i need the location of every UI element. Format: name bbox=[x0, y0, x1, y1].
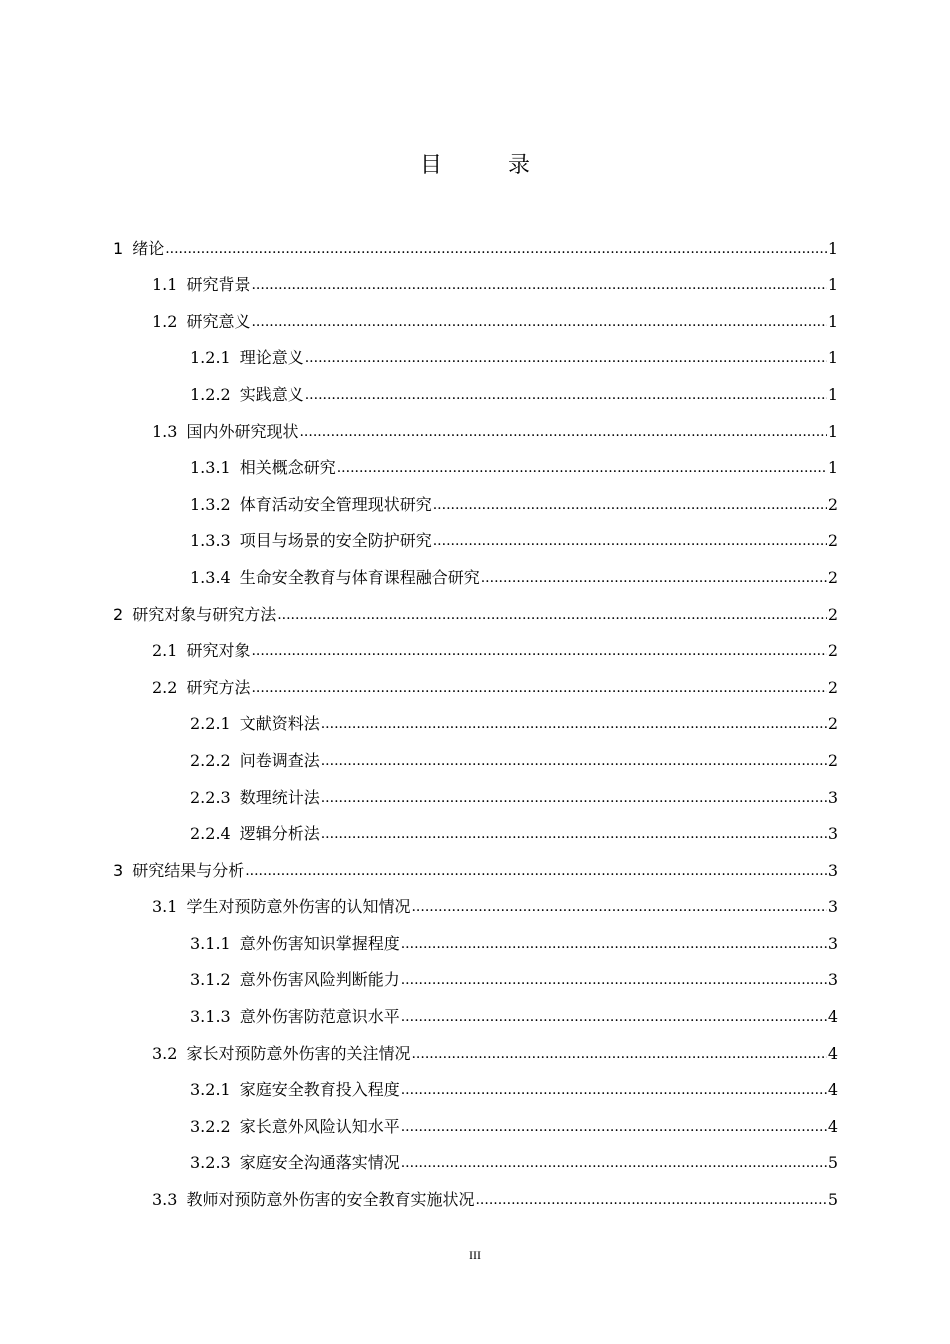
toc-entry-number: 2.2.1 bbox=[190, 714, 231, 734]
toc-entry-number: 2.2.4 bbox=[190, 824, 231, 844]
toc-entry-page: 3 bbox=[827, 787, 838, 807]
toc-dot-leader bbox=[401, 1153, 827, 1173]
toc-entry-number: 1.3.1 bbox=[190, 458, 231, 478]
page-number-footer: III bbox=[469, 1248, 481, 1262]
toc-dot-leader bbox=[433, 495, 827, 515]
toc-entry-page: 3 bbox=[827, 824, 838, 844]
toc-entry-title: 研究背景 bbox=[186, 275, 251, 295]
toc-dot-leader bbox=[337, 458, 827, 478]
toc-entry-number: 1.2.2 bbox=[190, 384, 231, 404]
toc-dot-leader bbox=[305, 348, 827, 368]
toc-entry-number: 1.2.1 bbox=[190, 348, 231, 368]
toc-entry-number: 2.2.2 bbox=[190, 750, 231, 770]
toc-dot-leader bbox=[401, 1080, 827, 1100]
toc-entry-title: 生命安全教育与体育课程融合研究 bbox=[239, 567, 480, 587]
toc-entry[interactable] bbox=[113, 1173, 838, 1210]
toc-entry-number: 3.2 bbox=[152, 1043, 178, 1063]
toc-entry[interactable] bbox=[113, 442, 838, 479]
toc-entry-page: 4 bbox=[827, 1043, 838, 1063]
toc-entry-page: 1 bbox=[827, 238, 838, 258]
toc-entry-title: 家长意外风险认知水平 bbox=[239, 1116, 400, 1136]
toc-entry-number: 2.1 bbox=[152, 641, 178, 661]
toc-entry-number: 3 bbox=[113, 860, 124, 880]
toc-entry[interactable] bbox=[113, 771, 838, 808]
toc-dot-leader bbox=[411, 897, 826, 917]
toc-entry-page: 4 bbox=[827, 1007, 838, 1027]
toc-entry-number: 2 bbox=[113, 604, 124, 624]
toc-entry-title: 研究方法 bbox=[186, 677, 251, 697]
toc-dot-leader bbox=[401, 1117, 827, 1137]
toc-entry-title: 国内外研究现状 bbox=[186, 421, 299, 441]
toc-entry-number: 3.1 bbox=[152, 897, 178, 917]
toc-entry[interactable] bbox=[113, 734, 838, 771]
toc-entry-number: 1.2 bbox=[152, 311, 178, 331]
toc-entry[interactable] bbox=[113, 844, 838, 881]
toc-dot-leader bbox=[475, 1190, 826, 1210]
toc-entry-page: 5 bbox=[827, 1153, 838, 1173]
toc-entry[interactable] bbox=[113, 698, 838, 735]
toc-entry-title: 家庭安全教育投入程度 bbox=[239, 1080, 400, 1100]
toc-entry-page: 1 bbox=[827, 311, 838, 331]
toc-entry-number: 1.3.2 bbox=[190, 494, 231, 514]
toc-entry[interactable] bbox=[113, 259, 838, 296]
toc-entry[interactable] bbox=[113, 1100, 838, 1137]
toc-entry-number: 1.3.4 bbox=[190, 567, 231, 587]
toc-dot-leader bbox=[299, 422, 826, 442]
toc-dot-leader bbox=[321, 788, 827, 808]
toc-entry-page: 1 bbox=[827, 458, 838, 478]
toc-entry-number: 3.1.3 bbox=[190, 1007, 231, 1027]
toc-dot-leader bbox=[321, 751, 827, 771]
toc-entry-title: 研究对象与研究方法 bbox=[132, 604, 277, 624]
toc-entry-page: 1 bbox=[827, 348, 838, 368]
toc-entry-title: 家庭安全沟通落实情况 bbox=[239, 1153, 400, 1173]
toc-entry-page: 5 bbox=[827, 1190, 838, 1210]
toc-entry-page: 3 bbox=[827, 897, 838, 917]
toc-entry-page: 1 bbox=[827, 421, 838, 441]
toc-entry-page: 3 bbox=[827, 970, 838, 990]
toc-entry-title: 学生对预防意外伤害的认知情况 bbox=[186, 897, 411, 917]
toc-entry-page: 3 bbox=[827, 933, 838, 953]
toc-dot-leader bbox=[481, 568, 827, 588]
toc-entry[interactable] bbox=[113, 551, 838, 588]
toc-entry-title: 绪论 bbox=[132, 238, 165, 258]
toc-entry[interactable] bbox=[113, 661, 838, 698]
toc-dot-leader bbox=[321, 824, 827, 844]
toc-entry[interactable] bbox=[113, 625, 838, 662]
toc-entry[interactable] bbox=[113, 917, 838, 954]
toc-entry-number: 1.1 bbox=[152, 275, 178, 295]
toc-entry-page: 2 bbox=[827, 567, 838, 587]
toc-entry[interactable] bbox=[113, 478, 838, 515]
toc-entry[interactable] bbox=[113, 222, 838, 259]
toc-entry[interactable] bbox=[113, 1064, 838, 1101]
toc-entry[interactable] bbox=[113, 368, 838, 405]
toc-dot-leader bbox=[305, 385, 827, 405]
toc-dot-leader bbox=[433, 531, 827, 551]
toc-entry-page: 2 bbox=[827, 641, 838, 661]
toc-entry[interactable] bbox=[113, 588, 838, 625]
toc-entry-page: 2 bbox=[827, 714, 838, 734]
toc-entry-page: 3 bbox=[827, 860, 838, 880]
toc-entry[interactable] bbox=[113, 808, 838, 845]
toc-dot-leader bbox=[321, 714, 827, 734]
toc-entry-number: 2.2.3 bbox=[190, 787, 231, 807]
toc-entry-title: 教师对预防意外伤害的安全教育实施状况 bbox=[186, 1190, 475, 1210]
toc-entry-title: 意外伤害知识掌握程度 bbox=[239, 933, 400, 953]
toc-dot-leader bbox=[251, 678, 826, 698]
toc-entry-page: 2 bbox=[827, 604, 838, 624]
toc-dot-leader bbox=[251, 312, 826, 332]
toc-dot-leader bbox=[251, 275, 826, 295]
toc-entry-title: 文献资料法 bbox=[239, 714, 320, 734]
toc-entry-page: 4 bbox=[827, 1116, 838, 1136]
toc-entry-number: 3.2.3 bbox=[190, 1153, 231, 1173]
toc-entry-number: 1 bbox=[113, 238, 124, 258]
toc-entry-title: 相关概念研究 bbox=[239, 458, 336, 478]
toc-dot-leader bbox=[411, 1044, 826, 1064]
toc-entry-number: 3.2.2 bbox=[190, 1116, 231, 1136]
toc-entry-title: 研究意义 bbox=[186, 311, 251, 331]
toc-entry[interactable] bbox=[113, 1137, 838, 1174]
toc-dot-leader bbox=[245, 861, 827, 881]
toc-entry-number: 1.3 bbox=[152, 421, 178, 441]
toc-entry[interactable] bbox=[113, 515, 838, 552]
toc-entry-number: 3.1.2 bbox=[190, 970, 231, 990]
toc-dot-leader bbox=[251, 641, 826, 661]
toc-entry-number: 3.3 bbox=[152, 1190, 178, 1210]
toc-entry[interactable] bbox=[113, 405, 838, 442]
toc-entry-page: 2 bbox=[827, 677, 838, 697]
toc-entry-page: 4 bbox=[827, 1080, 838, 1100]
toc-entry-number: 3.1.1 bbox=[190, 933, 231, 953]
page-title: 目 录 bbox=[419, 153, 552, 178]
toc-dot-leader bbox=[401, 970, 827, 990]
toc-dot-leader bbox=[401, 934, 827, 954]
toc-entry-number: 1.3.3 bbox=[190, 531, 231, 551]
toc-entry-title: 理论意义 bbox=[239, 348, 304, 368]
toc-entry[interactable] bbox=[113, 332, 838, 369]
toc-entry-page: 2 bbox=[827, 494, 838, 514]
toc-entry-title: 意外伤害风险判断能力 bbox=[239, 970, 400, 990]
toc-entry-title: 数理统计法 bbox=[239, 787, 320, 807]
toc-entry-title: 问卷调查法 bbox=[239, 750, 320, 770]
toc-entry[interactable] bbox=[113, 954, 838, 991]
toc-entry-title: 逻辑分析法 bbox=[239, 824, 320, 844]
toc-entry-title: 研究结果与分析 bbox=[132, 860, 245, 880]
toc-entry-title: 意外伤害防范意识水平 bbox=[239, 1007, 400, 1027]
table-of-contents bbox=[113, 222, 838, 1210]
toc-entry-page: 1 bbox=[827, 384, 838, 404]
toc-entry-number: 2.2 bbox=[152, 677, 178, 697]
toc-entry-page: 2 bbox=[827, 531, 838, 551]
toc-entry-page: 1 bbox=[827, 275, 838, 295]
toc-entry-title: 研究对象 bbox=[186, 641, 251, 661]
toc-entry-title: 实践意义 bbox=[239, 384, 304, 404]
toc-entry-page: 2 bbox=[827, 750, 838, 770]
toc-entry[interactable] bbox=[113, 295, 838, 332]
toc-dot-leader bbox=[277, 605, 827, 625]
toc-entry-number: 3.2.1 bbox=[190, 1080, 231, 1100]
toc-entry-title: 项目与场景的安全防护研究 bbox=[239, 531, 432, 551]
toc-entry-title: 体育活动安全管理现状研究 bbox=[239, 494, 432, 514]
toc-dot-leader bbox=[165, 239, 827, 259]
toc-entry[interactable] bbox=[113, 881, 838, 918]
toc-entry-title: 家长对预防意外伤害的关注情况 bbox=[186, 1043, 411, 1063]
toc-entry[interactable] bbox=[113, 990, 838, 1027]
toc-entry[interactable] bbox=[113, 1027, 838, 1064]
toc-dot-leader bbox=[401, 1007, 827, 1027]
